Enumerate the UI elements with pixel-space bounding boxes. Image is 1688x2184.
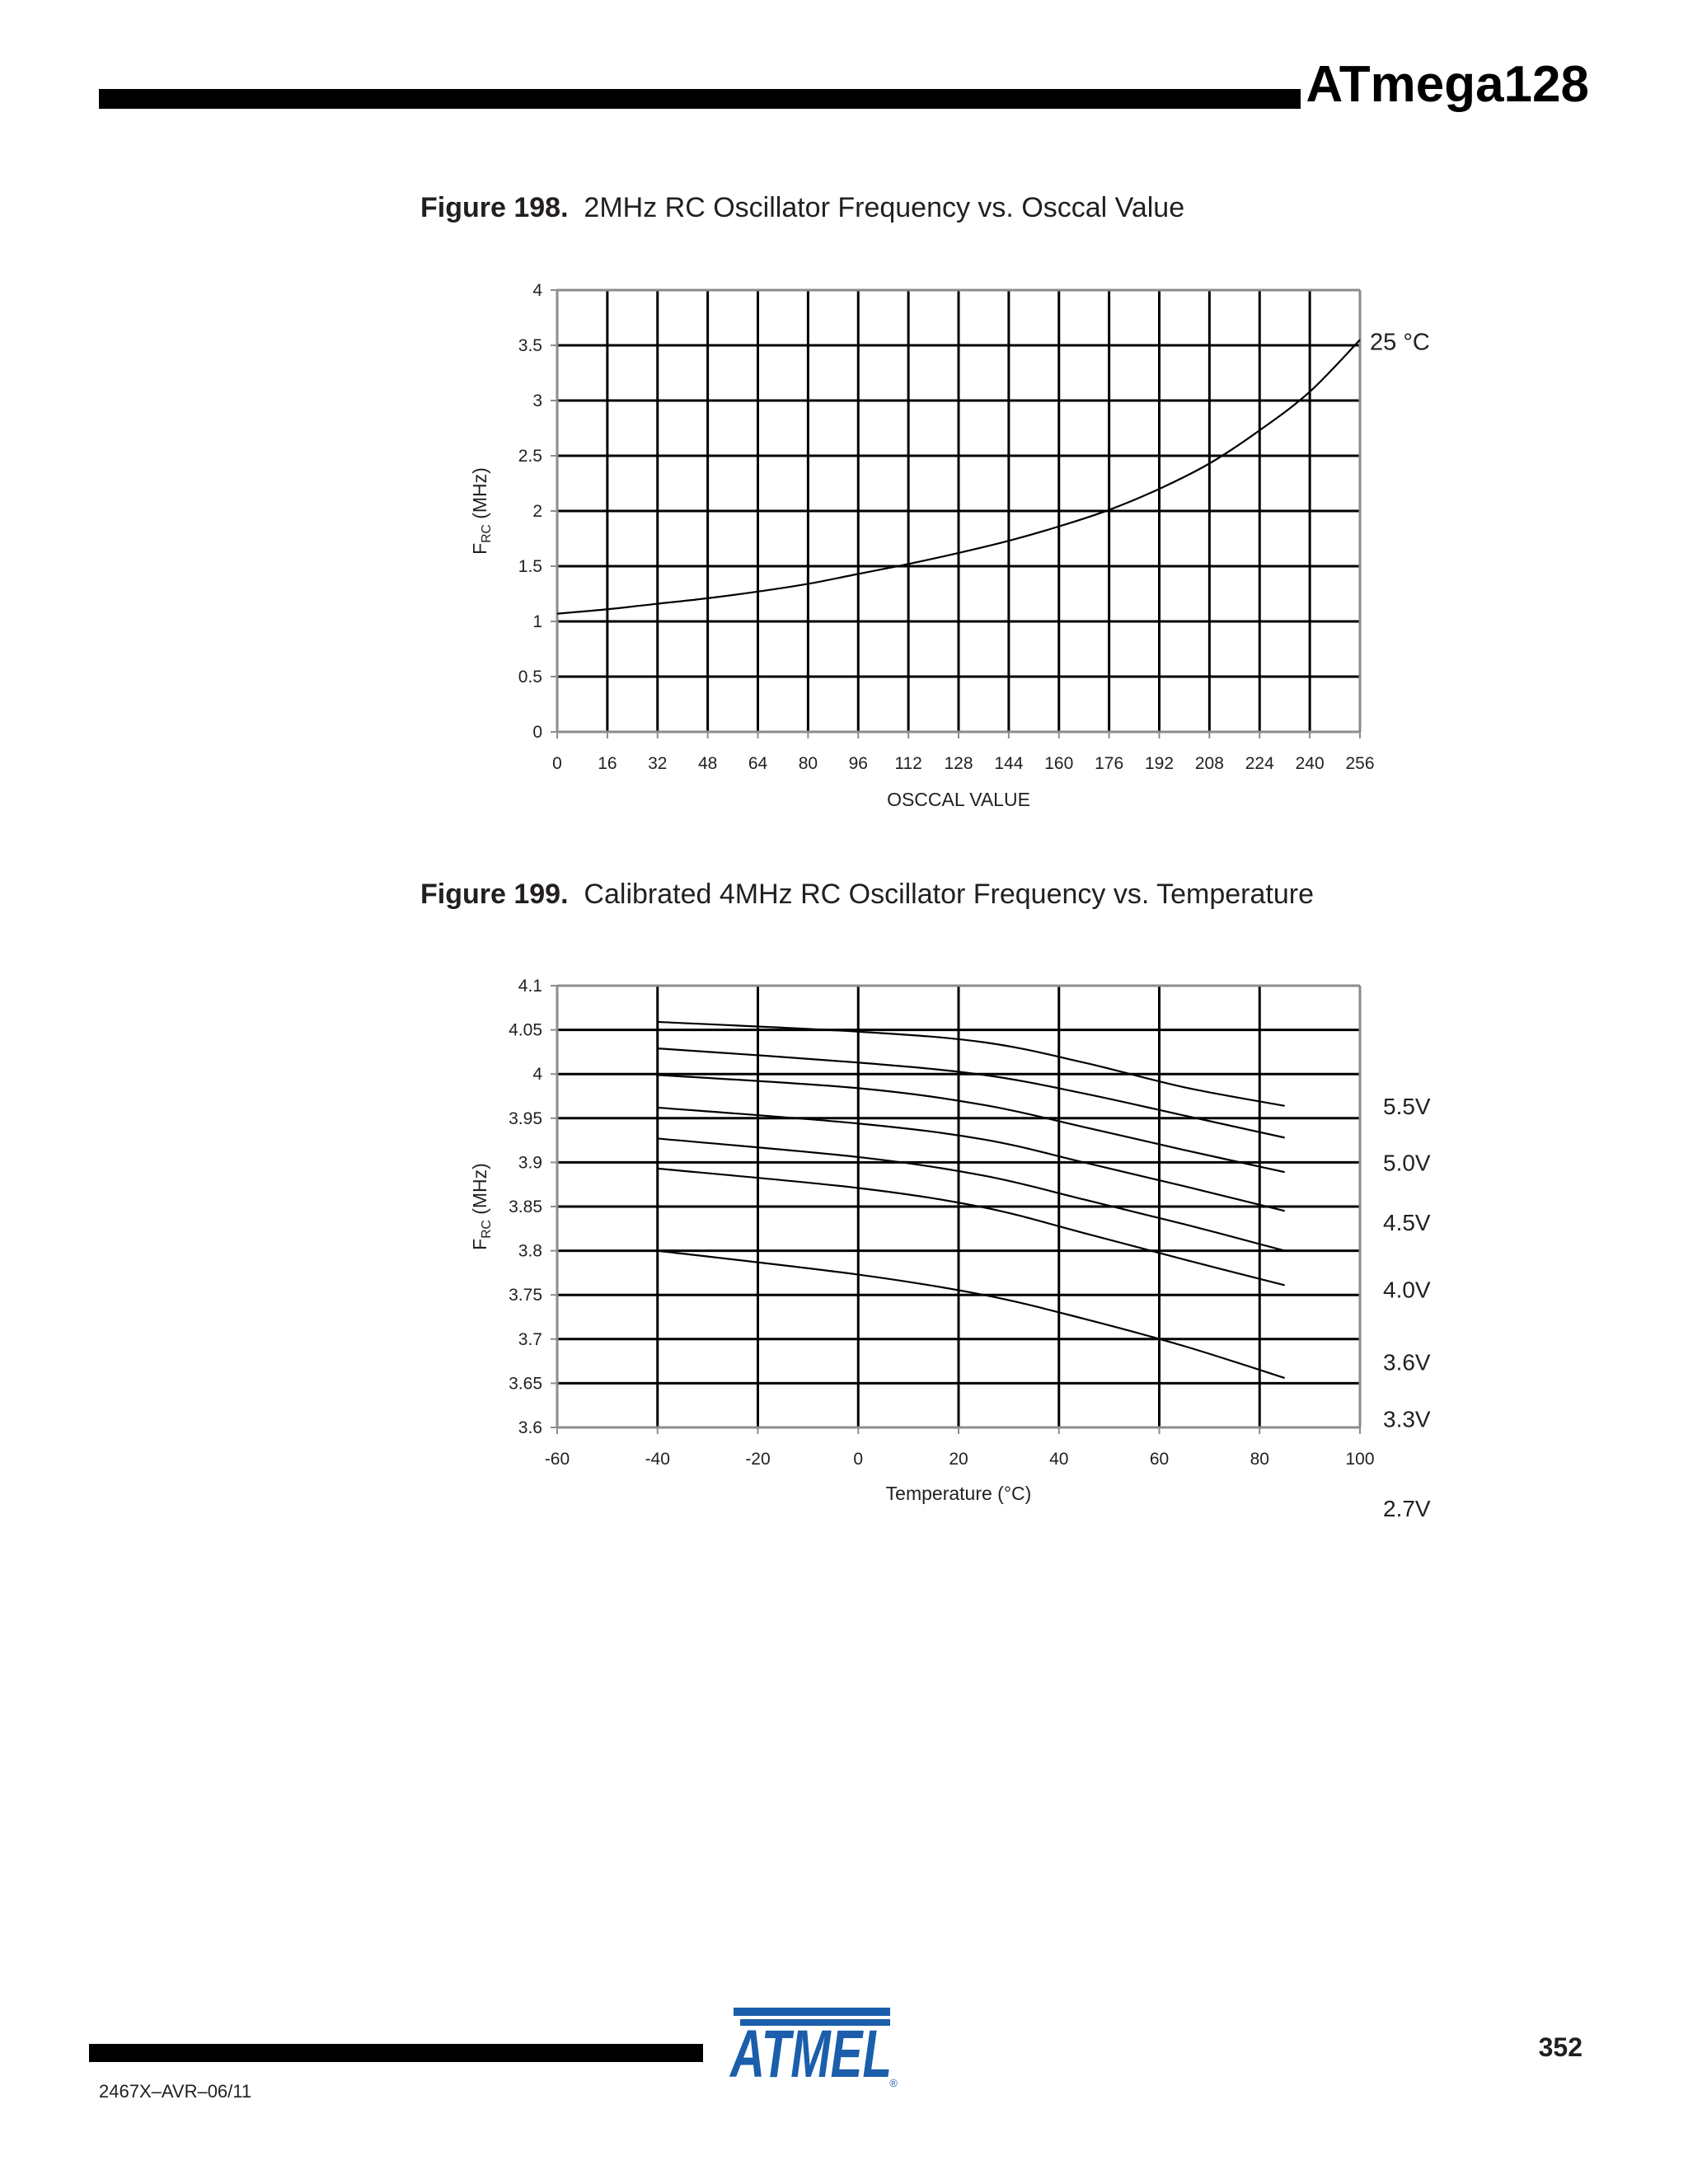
figure-198-number: Figure 198. <box>420 192 569 223</box>
figure-198-caption <box>420 194 1184 222</box>
x-tick-label: 20 <box>949 1450 968 1469</box>
y-tick-label: 3.6 <box>518 1418 542 1437</box>
registered-mark: ® <box>889 2077 898 2088</box>
atmel-logo-mark <box>729 2008 892 2088</box>
atmel-logo <box>722 2004 899 2088</box>
series-line-27V <box>658 1251 1285 1378</box>
x-tick-label: 80 <box>1250 1450 1269 1469</box>
x-tick-label: 256 <box>1345 754 1375 773</box>
x-tick-label: 60 <box>1149 1450 1170 1469</box>
x-tick-label: 112 <box>894 754 922 773</box>
y-tick-label: 3.75 <box>509 1286 542 1305</box>
x-tick-label: 48 <box>697 754 718 773</box>
series-label: 25 °C <box>1370 329 1430 356</box>
x-axis-title: OSCCAL VALUE <box>887 789 1030 810</box>
x-tick-label: 192 <box>1144 754 1175 773</box>
y-axis-title: $F_{RC}$ (MHz) <box>469 1163 494 1250</box>
y-tick-label: 3.7 <box>518 1329 542 1349</box>
series-line-50V <box>658 1048 1285 1137</box>
temperature-frequency-chart <box>0 948 1688 1521</box>
series-label: 4.5V <box>1383 1210 1431 1236</box>
x-tick-label: 40 <box>1049 1450 1069 1469</box>
document-title: ATmega128 <box>1306 56 1589 113</box>
x-tick-label: 176 <box>1095 754 1124 773</box>
y-tick-label: 3.9 <box>518 1153 542 1173</box>
y-tick-label: 0 <box>532 723 542 742</box>
x-tick-label: -40 <box>645 1450 670 1469</box>
figure-198-title: 2MHz RC Oscillator Frequency vs. Osccal Value <box>584 192 1185 223</box>
x-tick-label: 128 <box>944 754 973 773</box>
header-rule <box>99 89 1301 109</box>
y-tick-label: 1.5 <box>518 557 542 576</box>
y-tick-label: 3.8 <box>518 1241 542 1261</box>
series-label: 3.6V <box>1383 1349 1431 1376</box>
osccal-frequency-chart <box>0 247 1688 824</box>
x-tick-label: -20 <box>745 1450 771 1469</box>
y-tick-label: 4.05 <box>509 1020 542 1040</box>
y-tick-label: 3.65 <box>509 1374 542 1394</box>
footer-rule <box>89 2044 703 2062</box>
x-tick-label: 144 <box>994 754 1024 773</box>
series-line-40V <box>658 1108 1285 1211</box>
y-tick-label: 3.5 <box>518 336 542 355</box>
series-line-33V <box>658 1169 1285 1286</box>
series-label: 4.0V <box>1383 1277 1431 1303</box>
figure-199-caption <box>420 880 1314 908</box>
y-tick-label: 2 <box>532 502 542 521</box>
y-tick-label: 0.5 <box>518 668 542 687</box>
series-label: 2.7V <box>1383 1495 1431 1521</box>
x-tick-label: 80 <box>798 754 818 773</box>
atmel-logo-wordmark: ATMEL <box>729 2017 892 2088</box>
x-tick-label: 208 <box>1194 754 1224 773</box>
series-line-55V <box>658 1022 1285 1106</box>
series-label: 5.0V <box>1383 1150 1431 1176</box>
x-tick-label: 240 <box>1295 754 1325 773</box>
x-tick-label: 64 <box>748 754 768 773</box>
figure-199-number: Figure 199. <box>420 879 569 910</box>
y-tick-label: 1 <box>532 612 542 631</box>
page-number: 352 <box>1538 2032 1582 2062</box>
x-tick-label: 100 <box>1345 1450 1375 1469</box>
series-line-36V <box>658 1138 1285 1250</box>
x-axis-title: Temperature (°C) <box>885 1483 1032 1504</box>
y-tick-label: 4 <box>532 281 542 300</box>
y-tick-label: 4 <box>532 1065 542 1085</box>
x-tick-label: 160 <box>1044 754 1074 773</box>
series-label: 3.3V <box>1383 1406 1431 1432</box>
x-tick-label: 32 <box>648 754 668 773</box>
y-axis-title: $F_{RC}$ (MHz) <box>469 467 494 555</box>
x-tick-label: 224 <box>1245 754 1274 773</box>
figure-199-title: Calibrated 4MHz RC Oscillator Frequency vs. Temperature <box>584 879 1314 910</box>
y-tick-label: 3 <box>532 391 542 410</box>
x-tick-label: 96 <box>848 754 868 773</box>
x-tick-label: -60 <box>544 1450 570 1469</box>
y-tick-label: 2.5 <box>518 447 542 466</box>
series-label: 5.5V <box>1383 1093 1431 1119</box>
x-tick-label: 16 <box>598 754 617 773</box>
y-tick-label: 4.1 <box>518 977 542 996</box>
document-id: 2467X–AVR–06/11 <box>99 2081 252 2102</box>
x-tick-label: 0 <box>552 754 562 773</box>
y-tick-label: 3.85 <box>509 1197 542 1216</box>
y-tick-label: 3.95 <box>509 1108 542 1128</box>
x-tick-label: 0 <box>853 1450 864 1469</box>
